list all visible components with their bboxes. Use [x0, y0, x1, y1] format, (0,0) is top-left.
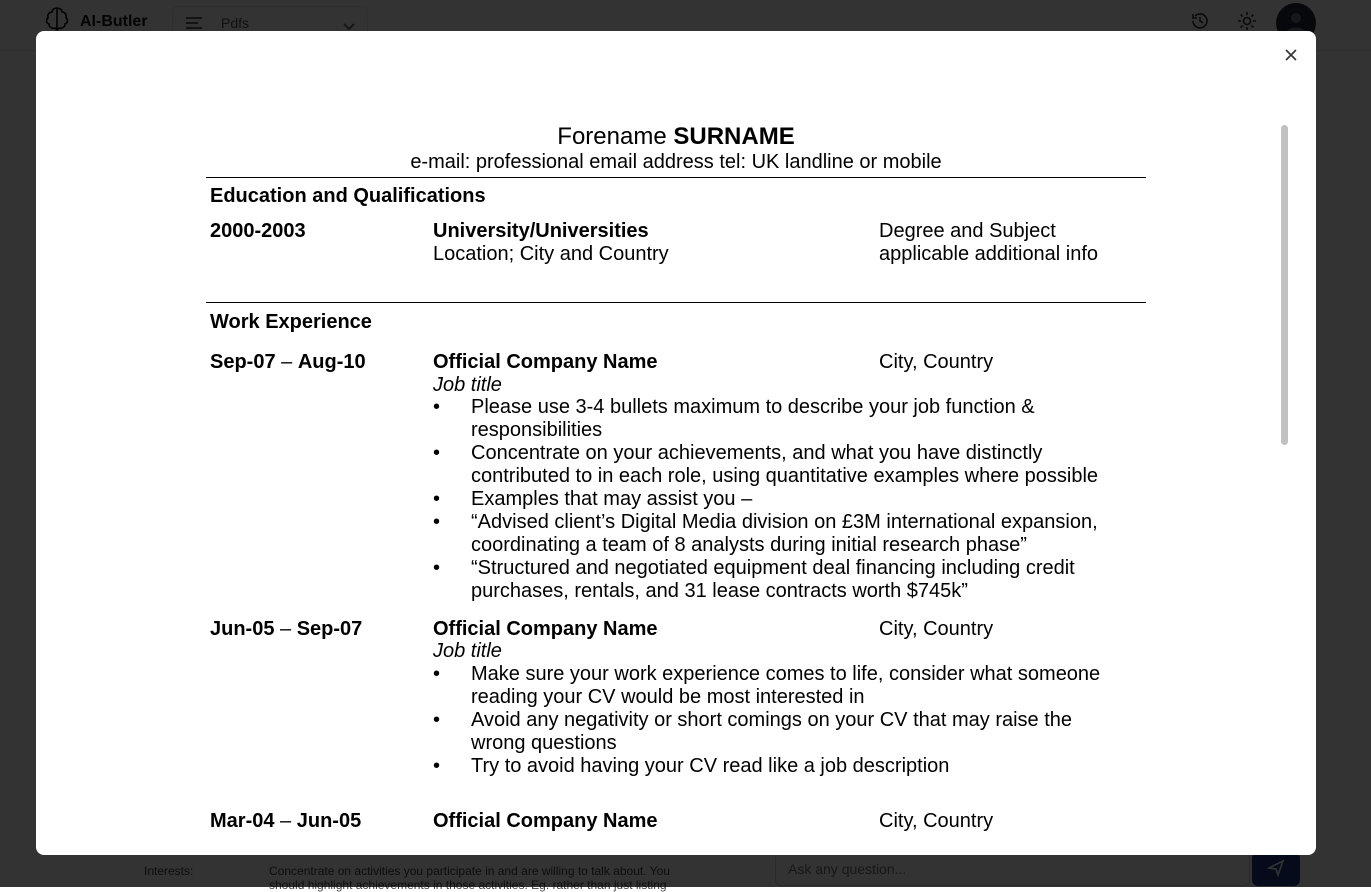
cv-contact: e-mail: professional email address tel: UK landline or mobile [410, 151, 942, 173]
job-bullets [433, 663, 1123, 778]
job-location: City, Country [879, 810, 994, 832]
job-start: Mar-04 [210, 810, 275, 832]
job-start: Sep-07 [210, 351, 276, 373]
scrollbar[interactable] [1281, 123, 1289, 843]
list-item: • Concentrate on your achievements, and what you have distinctly contributed to in each role, using quantitative examples where possible [433, 442, 1123, 488]
job-location: City, Country [879, 618, 994, 640]
divider [206, 302, 1146, 303]
list-item: • Try to avoid having your CV read like a job description [433, 755, 1123, 778]
job-company: Official Company Name [433, 618, 658, 640]
education-degree: Degree and Subject [879, 220, 1056, 242]
pdf-preview-modal [36, 31, 1316, 855]
job-dates [210, 351, 366, 374]
job-dates [210, 618, 362, 641]
job-date-separator: – [280, 618, 292, 640]
list-item: • “Structured and negotiated equipment deal financing including credit purchases, rentals, and 31 lease contracts worth $745k” [433, 557, 1123, 603]
job-start: Jun-05 [210, 618, 275, 640]
close-icon [1283, 50, 1299, 67]
job-location: City, Country [879, 351, 994, 373]
job-title: Job title [433, 374, 502, 396]
divider [206, 177, 1146, 178]
list-item: • Please use 3-4 bullets maximum to describe your job function & responsibilities [433, 396, 1123, 442]
list-item: • “Advised client’s Digital Media division on £3M international expansion, coordinating a team of 8 analysts during initial research phase” [433, 511, 1123, 557]
education-info: applicable additional info [879, 243, 1099, 265]
list-item: • Examples that may assist you – [433, 488, 1123, 511]
job-company: Official Company Name [433, 810, 658, 832]
job-dates [210, 810, 361, 833]
cv-surname: SURNAME [673, 123, 795, 150]
scrollbar-thumb[interactable] [1281, 125, 1288, 445]
job-company: Official Company Name [433, 351, 658, 373]
job-bullets [433, 396, 1123, 603]
cv-forename: Forename [557, 123, 667, 150]
cv-name [206, 123, 1146, 151]
education-location: Location; City and Country [433, 243, 669, 265]
education-institution: University/Universities [433, 220, 649, 242]
job-date-separator: – [280, 810, 292, 832]
job-end: Jun-05 [296, 810, 362, 832]
job-date-separator: – [281, 351, 293, 373]
job-end: Sep-07 [296, 618, 363, 640]
list-item: • Make sure your work experience comes to life, consider what someone reading your CV would be most interested in [433, 663, 1123, 709]
work-heading: Work Experience [210, 311, 372, 333]
education-heading: Education and Qualifications [210, 185, 486, 207]
job-title: Job title [433, 640, 502, 662]
job-end: Aug-10 [297, 351, 366, 373]
close-button[interactable] [1283, 47, 1299, 63]
education-dates: 2000-2003 [210, 220, 306, 242]
list-item: • Avoid any negativity or short comings on your CV that may raise the wrong questions [433, 709, 1123, 755]
